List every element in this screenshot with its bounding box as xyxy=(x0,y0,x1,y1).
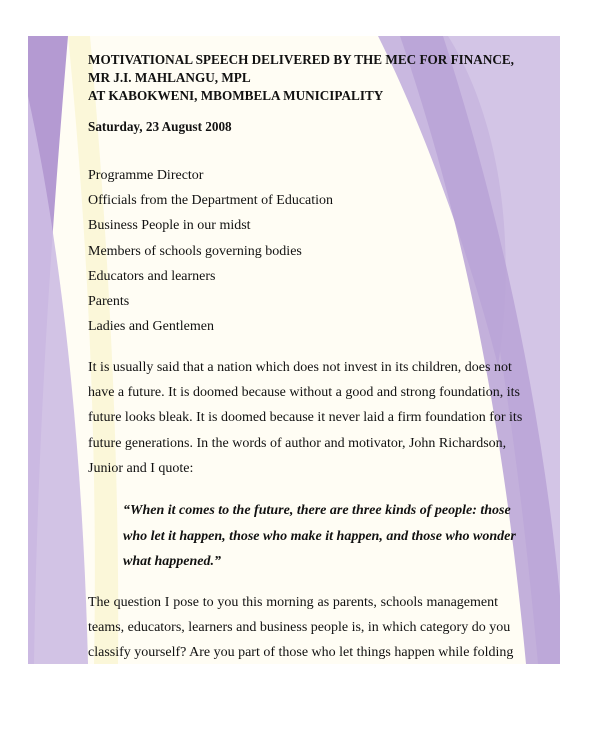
document-content xyxy=(28,36,560,664)
salutation-line: Parents xyxy=(88,294,130,309)
salutation-line: Programme Director xyxy=(88,168,204,183)
salutation-line: Members of schools governing bodies xyxy=(88,244,302,259)
paragraph-1-line: have a future. It is doomed because without a good and strong foundation, its xyxy=(88,385,520,400)
paragraph-1-line: future looks bleak. It is doomed because it never laid a firm foundation for its xyxy=(88,410,523,425)
speech-title-line-3: AT KABOKWENI, MBOMBELA MUNICIPALITY xyxy=(88,88,384,103)
paragraph-2-line: The question I pose to you this morning as parents, schools management xyxy=(88,595,498,610)
paragraph-2-line: teams, educators, learners and business people is, in which category do you xyxy=(88,620,511,635)
paragraph-1-line: It is usually said that a nation which does not invest in its children, does not xyxy=(88,360,512,375)
speech-title-line-2: MR J.I. MAHLANGU, MPL xyxy=(88,70,251,85)
paragraph-2-line: classify yourself? Are you part of those who let things happen while folding xyxy=(88,645,514,660)
quote-line: what happened.” xyxy=(123,554,222,569)
quote-line: “When it comes to the future, there are three kinds of people: those xyxy=(123,503,511,518)
paragraph-1-line: Junior and I quote: xyxy=(88,461,194,476)
salutation-line: Educators and learners xyxy=(88,269,216,284)
speech-title-line-1: MOTIVATIONAL SPEECH DELIVERED BY THE MEC FOR FINANCE, xyxy=(88,52,514,67)
document-page xyxy=(28,36,560,664)
salutation-line: Officials from the Department of Education xyxy=(88,193,334,208)
salutation-line: Business People in our midst xyxy=(88,218,251,233)
paragraph-1-line: future generations. In the words of author and motivator, John Richardson, xyxy=(88,436,507,451)
speech-date: Saturday, 23 August 2008 xyxy=(88,119,232,134)
quote-line: who let it happen, those who make it happen, and those who wonder xyxy=(123,529,516,544)
salutation-line: Ladies and Gentlemen xyxy=(88,319,214,334)
